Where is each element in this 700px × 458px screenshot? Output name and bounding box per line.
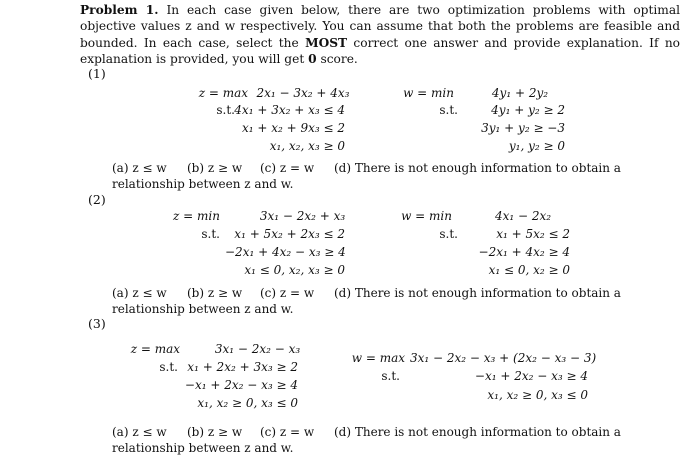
case-3-w-st: s.t. bbox=[381, 369, 400, 383]
case-2-z-constraint-3: x₁ ≤ 0, x₂, x₃ ≥ 0 bbox=[244, 263, 345, 277]
case-2-z-head: z = min bbox=[173, 209, 220, 223]
problem-label: Problem 1. bbox=[80, 3, 159, 17]
case-3-z-constraint-3: x₁, x₂ ≥ 0, x₃ ≤ 0 bbox=[197, 396, 298, 410]
intro-text-2: correct one answer and provide explanation. If no explanation is provided, you will get bbox=[80, 35, 681, 66]
case-2-w-objective: 4x₁ − 2x₂ bbox=[494, 209, 552, 223]
case-3-option-a: (a) z ≤ w bbox=[112, 425, 167, 439]
case-3-option-c: (c) z = w bbox=[260, 425, 315, 439]
case-2-option-d: (d) There is not enough information to obtain a bbox=[334, 286, 621, 300]
case-3-w-constraint-2: x₁, x₂ ≥ 0, x₃ ≤ 0 bbox=[487, 388, 588, 402]
case-1-z-constraint-2: x₁ + x₂ + 9x₃ ≤ 2 bbox=[241, 121, 345, 135]
case-2-z-constraint-1: x₁ + 5x₂ + 2x₃ ≤ 2 bbox=[234, 227, 345, 241]
case-3-z-constraint-2: −x₁ + 2x₂ − x₃ ≥ 4 bbox=[184, 378, 298, 392]
case-2-w-constraint-2: −2x₁ + 4x₂ ≥ 4 bbox=[478, 245, 570, 259]
intro-most: MOST bbox=[305, 35, 348, 50]
case-1-number: (1) bbox=[88, 66, 106, 81]
case-2-w-constraint-3: x₁ ≤ 0, x₂ ≥ 0 bbox=[488, 263, 570, 277]
case-3-z-head: z = max bbox=[130, 342, 180, 356]
case-2-option-d-cont: relationship between z and w. bbox=[112, 302, 294, 316]
case-2-z-objective: 3x₁ − 2x₂ + x₃ bbox=[259, 209, 346, 223]
case-1-w-head: w = min bbox=[403, 86, 454, 100]
case-2-z-st: s.t. bbox=[201, 227, 220, 241]
case-1-z-st: s.t. bbox=[216, 103, 235, 117]
case-3-z-objective: 3x₁ − 2x₂ − x₃ bbox=[214, 342, 301, 356]
case-1-w-constraint-2: 3y₁ + y₂ ≥ −3 bbox=[481, 121, 565, 135]
case-1-w-st: s.t. bbox=[439, 103, 458, 117]
case-1-w-constraint-1: 4y₁ + y₂ ≥ 2 bbox=[491, 103, 565, 117]
case-3-option-b: (b) z ≥ w bbox=[187, 425, 243, 439]
intro-zero: 0 bbox=[308, 51, 317, 66]
case-2-w-head: w = min bbox=[401, 209, 452, 223]
case-1-z-head: z = max bbox=[198, 86, 248, 100]
case-1-option-b: (b) z ≥ w bbox=[187, 161, 243, 175]
case-1-option-d-cont: relationship between z and w. bbox=[112, 177, 294, 191]
case-2-number: (2) bbox=[88, 192, 106, 207]
case-2-z-constraint-2: −2x₁ + 4x₂ − x₃ ≥ 4 bbox=[225, 245, 346, 259]
case-2-w-st: s.t. bbox=[439, 227, 458, 241]
case-2-option-c: (c) z = w bbox=[260, 286, 315, 300]
case-2-w-constraint-1: x₁ + 5x₂ ≤ 2 bbox=[496, 227, 570, 241]
case-3-option-d-cont: relationship between z and w. bbox=[112, 441, 294, 455]
case-1-w-objective: 4y₁ + 2y₂ bbox=[491, 86, 549, 100]
case-3-w-constraint-1: −x₁ + 2x₂ − x₃ ≥ 4 bbox=[474, 369, 588, 383]
case-1-w-constraint-3: y₁, y₂ ≥ 0 bbox=[508, 139, 565, 153]
case-1-option-a: (a) z ≤ w bbox=[112, 161, 167, 175]
case-3-w-head: w = max bbox=[351, 351, 405, 365]
intro-text: In each case given below, there are two optimization problems with optimal objective values z and w respectively. You can assume that both the problems are feasible and bounded. In each case, select the bbox=[80, 3, 681, 50]
case-2-option-a: (a) z ≤ w bbox=[112, 286, 167, 300]
case-1-z-constraint-1: 4x₁ + 3x₂ + x₃ ≤ 4 bbox=[234, 103, 345, 117]
intro-text-3: score. bbox=[320, 51, 358, 66]
case-3-w-objective: 3x₁ − 2x₂ − x₃ + (2x₂ − x₃ − 3) bbox=[410, 351, 597, 365]
case-2-option-b: (b) z ≥ w bbox=[187, 286, 243, 300]
case-1-z-constraint-3: x₁, x₂, x₃ ≥ 0 bbox=[269, 139, 345, 153]
case-3-z-constraint-1: x₁ + 2x₂ + 3x₃ ≥ 2 bbox=[187, 360, 298, 374]
case-1-z-objective: 2x₁ − 3x₂ + 4x₃ bbox=[256, 86, 350, 100]
case-3-number: (3) bbox=[88, 316, 106, 331]
case-1-option-d: (d) There is not enough information to obtain a bbox=[334, 161, 621, 175]
case-3-option-d: (d) There is not enough information to obtain a bbox=[334, 425, 621, 439]
case-3-z-st: s.t. bbox=[159, 360, 178, 374]
case-1-option-c: (c) z = w bbox=[260, 161, 315, 175]
problem-intro bbox=[80, 2, 680, 67]
